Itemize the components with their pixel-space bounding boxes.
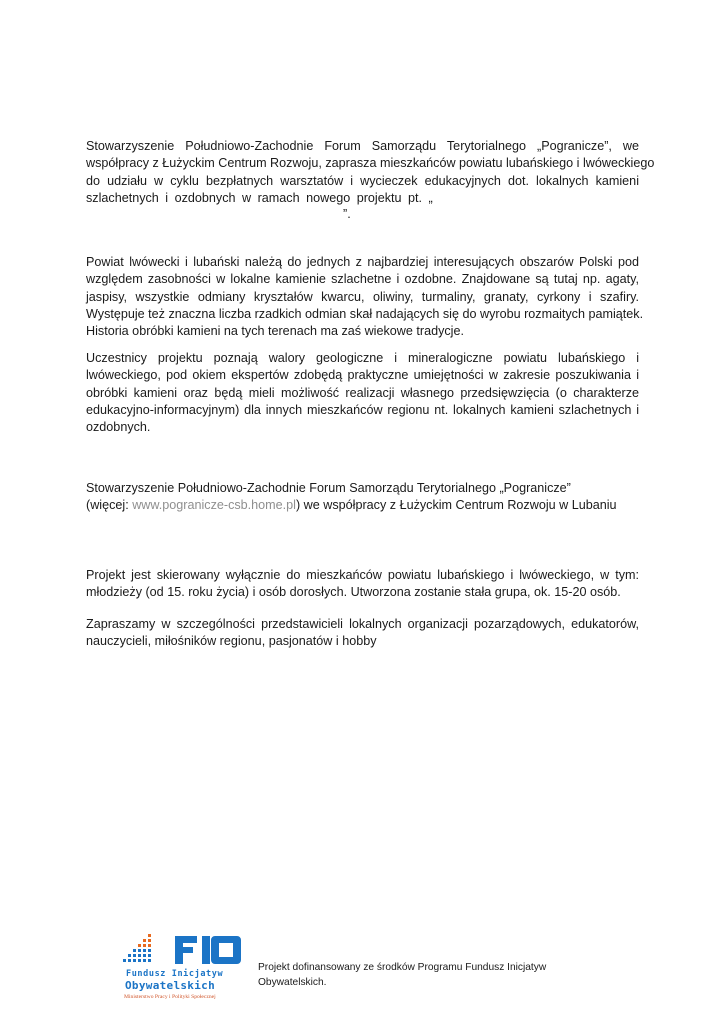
region-line-4: Występuje też znaczna liczba rzadkich odmian skał nadających się do wyrobu rozmaitych pamiątek. bbox=[86, 306, 644, 321]
region-line-2: względem zasobności w lokalne kamienie szlachetne i ozdobne. Znajdowane są tutaj np. agaty, bbox=[86, 272, 639, 287]
region-line-1: Powiat lwówecki i lubański należą do jednych z najbardziej interesujących obszarów Polski pod bbox=[86, 255, 639, 269]
intro-line-4: szlachetnych i ozdobnych w ramach nowego projektu pt. „ bbox=[86, 190, 433, 205]
participants-line-3: obróbki kamieni oraz będą mieli możliwość realizacji własnego przedsięwzięcia (o charakterze bbox=[86, 385, 639, 400]
funding-note bbox=[258, 960, 598, 990]
intro-line-3: do udziału w cyklu bezpłatnych warsztatów i wycieczek edukacyjnych dot. lokalnych kamieni bbox=[86, 173, 639, 188]
target-line-1: Projekt jest skierowany wyłącznie do mieszkańców powiatu lubańskiego i lwóweckiego, w tym: bbox=[86, 568, 639, 582]
funding-note-line-1: Projekt dofinansowany ze środków Programu Fundusz Inicjatyw bbox=[258, 962, 547, 973]
organizer-paragraph bbox=[86, 480, 639, 515]
participants-paragraph bbox=[86, 350, 639, 436]
participants-line-2: lwóweckiego, pod okiem ekspertów zdobędą praktyczne umiejętności w zakresie poszukiwania i bbox=[86, 368, 639, 383]
organizer-website-link[interactable]: www.pogranicze-csb.home.pl bbox=[132, 498, 296, 513]
intro-paragraph bbox=[86, 138, 655, 207]
target-line-2: młodzieży (od 15. roku życia) i osób dorosłych. Utworzona zostanie stała grupa, ok. 15-20 osób. bbox=[86, 585, 621, 600]
organizer-line-2 bbox=[86, 497, 639, 514]
organizer-line-1: Stowarzyszenie Południowo-Zachodnie Forum Samorządu Terytorialnego „Pogranicze” bbox=[86, 481, 571, 495]
organizer-more-prefix: (więcej: bbox=[86, 498, 133, 513]
participants-line-5: ozdobnych. bbox=[86, 420, 151, 435]
fio-logo-line-1: Fundusz Inicjatyw bbox=[126, 969, 224, 979]
organizer-more-suffix: ) we współpracy z Łużyckim Centrum Rozwoju w Lubaniu bbox=[295, 498, 617, 513]
fio-logo-ministry: Ministerstwo Pracy i Polityki Społecznej bbox=[124, 994, 216, 1000]
region-line-3: jaspisy, wszystkie odmiany kryształów kwarcu, oliwiny, turmaliny, granaty, cyrkony i szafiry. bbox=[86, 289, 639, 304]
fio-logo-icon bbox=[118, 928, 254, 972]
footer bbox=[118, 928, 598, 1018]
intro-line-2: współpracy z Łużyckim Centrum Rozwoju, zaprasza mieszkańców powiatu lubańskiego i lwóweckiego bbox=[86, 156, 655, 171]
participants-line-4: edukacyjno-informacyjnym) dla innych mieszkańców regionu nt. lokalnych kamieni szlachetnych i bbox=[86, 402, 639, 417]
funding-note-line-2: Obywatelskich. bbox=[258, 977, 327, 988]
intro-closing-quote: ”. bbox=[343, 207, 351, 221]
fio-logo-line-2: Obywatelskich bbox=[125, 979, 215, 992]
intro-line-1: Stowarzyszenie Południowo-Zachodnie Forum Samorządu Terytorialnego „Pogranicze”, we bbox=[86, 139, 639, 153]
invite-paragraph bbox=[86, 616, 639, 651]
fio-logo bbox=[118, 928, 254, 1018]
invite-line-2: nauczycieli, miłośników regionu, pasjonatów i hobby bbox=[86, 634, 377, 649]
target-paragraph bbox=[86, 567, 639, 602]
region-line-5: Historia obróbki kamieni na tych terenach ma zaś wiekowe tradycje. bbox=[86, 324, 464, 339]
invite-line-1: Zapraszamy w szczególności przedstawicieli lokalnych organizacji pozarządowych, edukatorów, bbox=[86, 617, 639, 631]
region-paragraph bbox=[86, 254, 644, 340]
participants-line-1: Uczestnicy projektu poznają walory geologiczne i mineralogiczne powiatu lubańskiego i bbox=[86, 351, 639, 365]
